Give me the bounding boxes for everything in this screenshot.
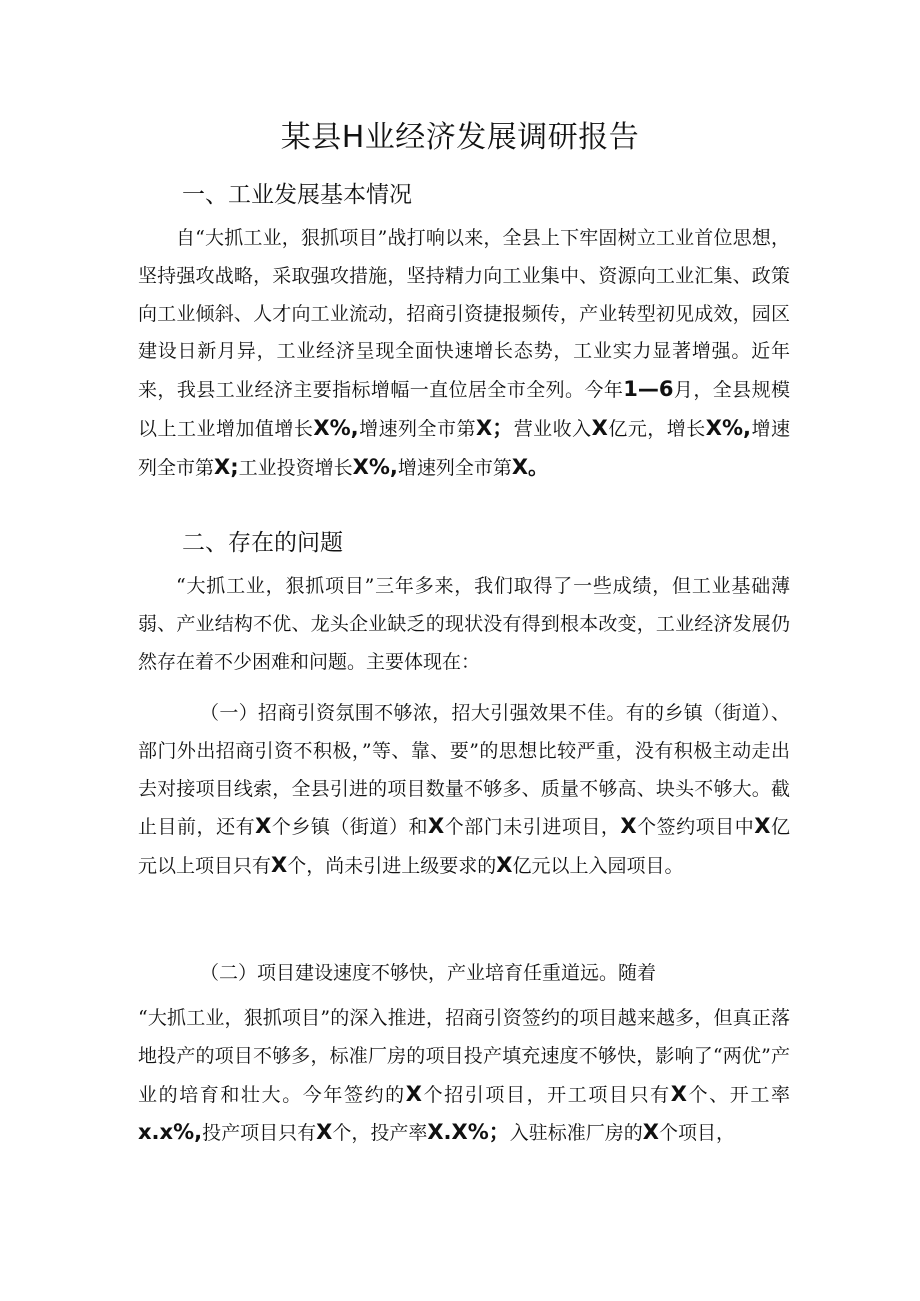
paragraph-problem-2-lead: （二）项目建设速度不够快，产业培育任重道远。随着 [200, 962, 657, 984]
highlighted-figure: 1—6 [623, 377, 674, 402]
highlighted-figure: X%, [313, 415, 359, 440]
highlighted-figure: X [316, 1120, 333, 1145]
highlighted-figure: X [271, 853, 288, 878]
highlighted-figure: X； [476, 415, 514, 440]
highlighted-figure: X%, [705, 415, 751, 440]
highlighted-figure: X [591, 415, 608, 440]
highlighted-figure: X [405, 1081, 422, 1106]
highlighted-figure: X%, [352, 454, 398, 479]
highlighted-figure: X.X%； [427, 1120, 510, 1145]
highlighted-figure: X; [214, 454, 239, 479]
highlighted-figure: X [255, 814, 272, 839]
highlighted-figure: X [496, 853, 513, 878]
highlighted-figure: X [754, 814, 771, 839]
document-title: 某县H业经济发展调研报告 [280, 120, 640, 155]
highlighted-figure: x.x%, [138, 1120, 203, 1145]
highlighted-figure: X [670, 1081, 687, 1106]
highlighted-figure: X [428, 814, 445, 839]
highlighted-figure: X。 [511, 454, 550, 479]
paragraph-basic-situation: 自“大抓工业，狠抓项目”战打响以来，全县上下牢固树立工业首位思想，坚持强攻战略，采取强攻措施，坚持精力向工业集中、资源向工业汇集、政策向工业倾斜、人才向工业流动，招商引资捷报频传，产业转型初见成效，园区建设日新月异，工业经济呈现全面快速增长态势，工业实力显著增强。近年来，我县工业经济主要指标增幅一直位居全市全列。今年1—6月，全县规模以上工业增加值增长X%,增速列全市第X；营业收入X亿元，增长X%,增速列全市第X;工业投资增长X%,增速列全市第X。 [138, 227, 790, 479]
paragraph-problem-1: （一）招商引资氛围不够浓，招大引强效果不佳。有的乡镇（街道）、部门外出招商引资不积极，”等、靠、要”的思想比较严重，没有积极主动走出去对接项目线索，全县引进的项目数量不够多、质量不够高、块头不够大。截止目前，还有X个乡镇（街道）和X个部门未引进项目，X个签约项目中X亿元以上项目只有X个，尚未引进上级要求的X亿元以上入园项目。 [138, 702, 790, 878]
highlighted-figure: X [642, 1120, 659, 1145]
section-heading-2: 二、存在的问题 [182, 530, 343, 556]
paragraph-problems-intro: “大抓工业，狠抓项目”三年多来，我们取得了一些成绩，但工业基础薄弱、产业结构不优、龙头企业缺乏的现状没有得到根本改变，工业经济发展仍然存在着不少困难和问题。主要体现在： [138, 575, 790, 673]
section-heading-1: 一、工业发展基本情况 [182, 182, 412, 208]
paragraph-problem-2: “大抓工业，狠抓项目”的深入推进，招商引资签约的项目越来越多，但真正落地投产的项目不够多，标准厂房的项目投产填充速度不够快，影响了“两优”产业的培育和壮大。今年签约的X个招引项目，开工项目只有X个、开工率x.x%,投产项目只有X个，投产率X.X%；入驻标准厂房的X个项目， [138, 1007, 790, 1145]
highlighted-figure: X [620, 814, 637, 839]
